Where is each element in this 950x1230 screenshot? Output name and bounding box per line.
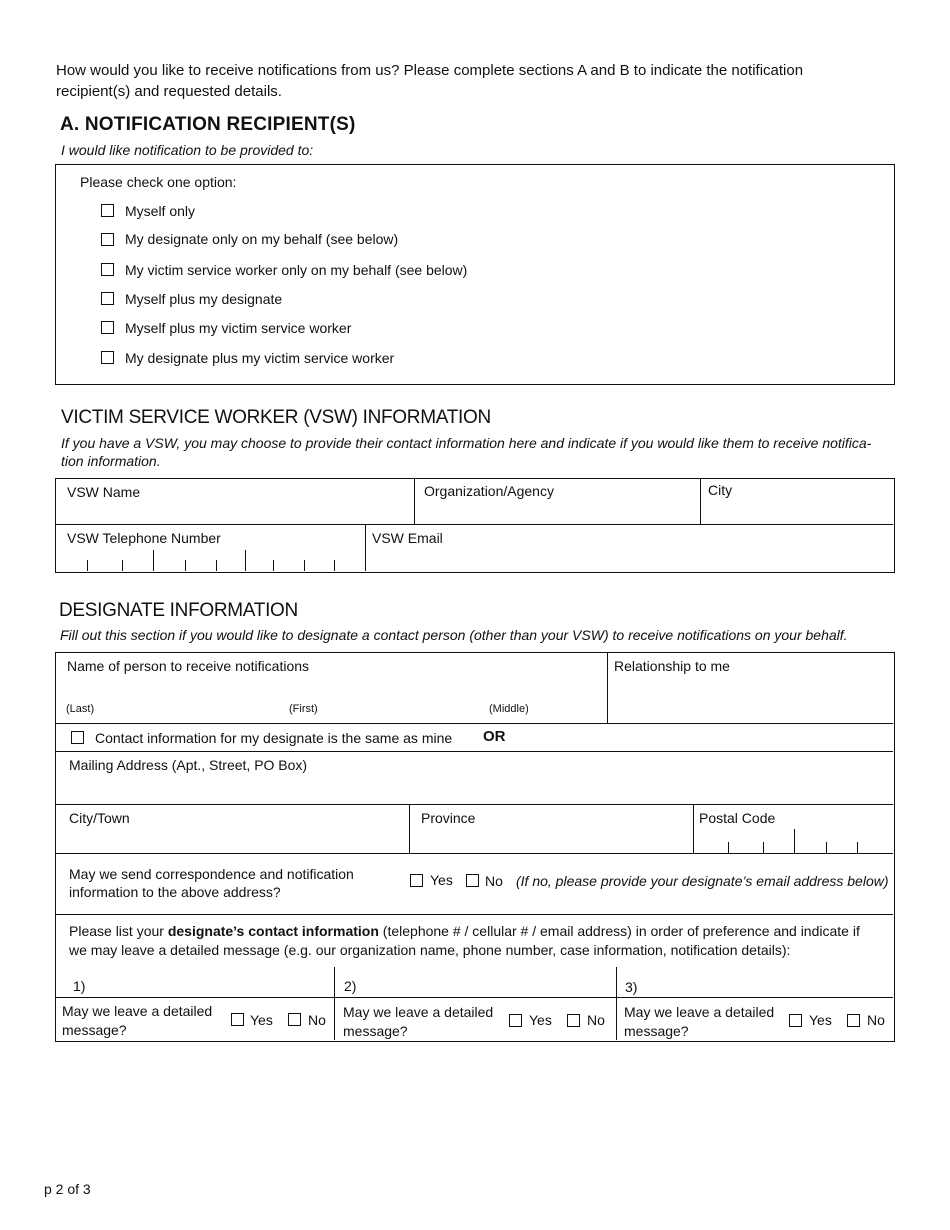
contact-2-label: 2) [344, 978, 357, 994]
leave-message-2-yes-label: Yes [529, 1012, 552, 1028]
option-checkbox-myself-plus-vsw[interactable] [101, 321, 114, 334]
send-correspondence-yes-label: Yes [430, 872, 453, 888]
recipient-options-box [55, 164, 895, 385]
vsw-organization-label: Organization/Agency [424, 483, 554, 499]
intro-line-1: How would you like to receive notifications from us? Please complete sections A and B to indicate the notification [56, 62, 804, 79]
designate-description: Fill out this section if you would like to designate a contact person (other than your VSW) to receive notifications on your behalf. [60, 627, 848, 643]
vsw-organization-field[interactable] [417, 503, 697, 523]
contact-3-label: 3) [625, 979, 638, 995]
same-as-mine-label: Contact information for my designate is the same as mine [95, 730, 453, 746]
contact-1-label: 1) [73, 978, 86, 994]
send-correspondence-no-label: No [485, 873, 503, 889]
name-last-caption: (Last) [66, 703, 95, 715]
designate-section-title: DESIGNATE INFORMATION [59, 600, 298, 621]
province-field[interactable] [413, 829, 691, 851]
relationship-label: Relationship to me [614, 658, 730, 674]
name-first-caption: (First) [289, 703, 318, 715]
vsw-section-title: VICTIM SERVICE WORKER (VSW) INFORMATION [61, 407, 491, 428]
city-town-label: City/Town [69, 810, 130, 826]
option-label-designate-plus-vsw: My designate plus my victim service worker [125, 350, 395, 366]
vsw-city-label: City [708, 482, 733, 498]
section-a-subtitle: I would like notification to be provided to: [61, 142, 314, 158]
vsw-email-field[interactable] [368, 547, 891, 571]
option-label-vsw-only: My victim service worker only on my behalf (see below) [125, 262, 468, 278]
leave-message-1-yes-label: Yes [250, 1012, 273, 1028]
option-checkbox-designate-plus-vsw[interactable] [101, 351, 114, 364]
postal-code-field[interactable] [697, 829, 891, 853]
section-a-title: A. NOTIFICATION RECIPIENT(S) [60, 114, 356, 135]
option-label-designate-only: My designate only on my behalf (see below) [125, 231, 399, 247]
province-label: Province [421, 810, 476, 826]
option-checkbox-vsw-only[interactable] [101, 263, 114, 276]
leave-message-3-yes-label: Yes [809, 1012, 832, 1028]
send-correspondence-yes-checkbox[interactable] [410, 874, 423, 887]
name-middle-caption: (Middle) [489, 703, 529, 715]
vsw-description-line-2: tion information. [61, 453, 161, 469]
leave-message-3-no-checkbox[interactable] [847, 1014, 860, 1027]
designate-info-table [55, 652, 895, 1042]
contact-1-field[interactable] [94, 969, 332, 996]
send-correspondence-question-1: May we send correspondence and notification [69, 866, 354, 882]
leave-message-3-question-2: message? [624, 1023, 689, 1039]
vsw-info-table [55, 478, 895, 573]
leave-message-2-no-label: No [587, 1012, 605, 1028]
leave-message-3-question-1: May we leave a detailed [624, 1004, 775, 1020]
option-checkbox-designate-only[interactable] [101, 233, 114, 246]
leave-message-2-yes-checkbox[interactable] [509, 1014, 522, 1027]
vsw-description-line-1: If you have a VSW, you may choose to provide their contact information here and indicate if you would like them to receive notifica- [61, 435, 872, 451]
designate-name-label: Name of person to receive notifications [67, 658, 310, 674]
leave-message-2-question-2: message? [343, 1023, 408, 1039]
vsw-name-label: VSW Name [67, 484, 141, 500]
designate-name-field[interactable] [58, 677, 604, 703]
vsw-telephone-field[interactable] [58, 547, 363, 571]
vsw-name-field[interactable] [58, 503, 411, 523]
or-label: OR [483, 728, 506, 745]
leave-message-3-no-label: No [867, 1012, 885, 1028]
city-town-field[interactable] [58, 829, 407, 851]
mailing-address-label: Mailing Address (Apt., Street, PO Box) [69, 757, 308, 773]
leave-message-3-yes-checkbox[interactable] [789, 1014, 802, 1027]
option-checkbox-myself-only[interactable] [101, 204, 114, 217]
contact-info-instructions-line-2: we may leave a detailed message (e.g. our organization name, phone number, case information, notification details): [69, 942, 791, 958]
mailing-address-field[interactable] [58, 776, 891, 802]
send-correspondence-note: (If no, please provide your designate’s email address below) [516, 873, 889, 889]
vsw-telephone-label: VSW Telephone Number [67, 530, 221, 546]
contact-info-instructions-line-1: Please list your designate’s contact information (telephone # / cellular # / email address) in order of preference and indicate if [69, 923, 860, 939]
vsw-city-field[interactable] [703, 503, 891, 523]
leave-message-2-question-1: May we leave a detailed [343, 1004, 494, 1020]
option-label-myself-only: Myself only [125, 203, 196, 219]
postal-code-label: Postal Code [699, 810, 776, 826]
option-label-myself-plus-vsw: Myself plus my victim service worker [125, 320, 352, 336]
send-correspondence-no-checkbox[interactable] [466, 874, 479, 887]
option-label-myself-plus-designate: Myself plus my designate [125, 291, 283, 307]
relationship-field[interactable] [611, 677, 891, 721]
page-number: p 2 of 3 [44, 1181, 91, 1197]
send-correspondence-question-2: information to the above address? [69, 884, 281, 900]
leave-message-1-yes-checkbox[interactable] [231, 1013, 244, 1026]
leave-message-1-no-label: No [308, 1012, 326, 1028]
option-checkbox-myself-plus-designate[interactable] [101, 292, 114, 305]
leave-message-1-question-2: message? [62, 1022, 127, 1038]
leave-message-1-question-1: May we leave a detailed [62, 1003, 213, 1019]
check-one-prompt: Please check one option: [80, 174, 237, 190]
leave-message-2-no-checkbox[interactable] [567, 1014, 580, 1027]
contact-2-field[interactable] [364, 969, 614, 996]
same-as-mine-checkbox[interactable] [71, 731, 84, 744]
vsw-email-label: VSW Email [372, 530, 443, 546]
intro-line-2: recipient(s) and requested details. [56, 83, 282, 100]
leave-message-1-no-checkbox[interactable] [288, 1013, 301, 1026]
contact-3-field[interactable] [645, 969, 891, 996]
